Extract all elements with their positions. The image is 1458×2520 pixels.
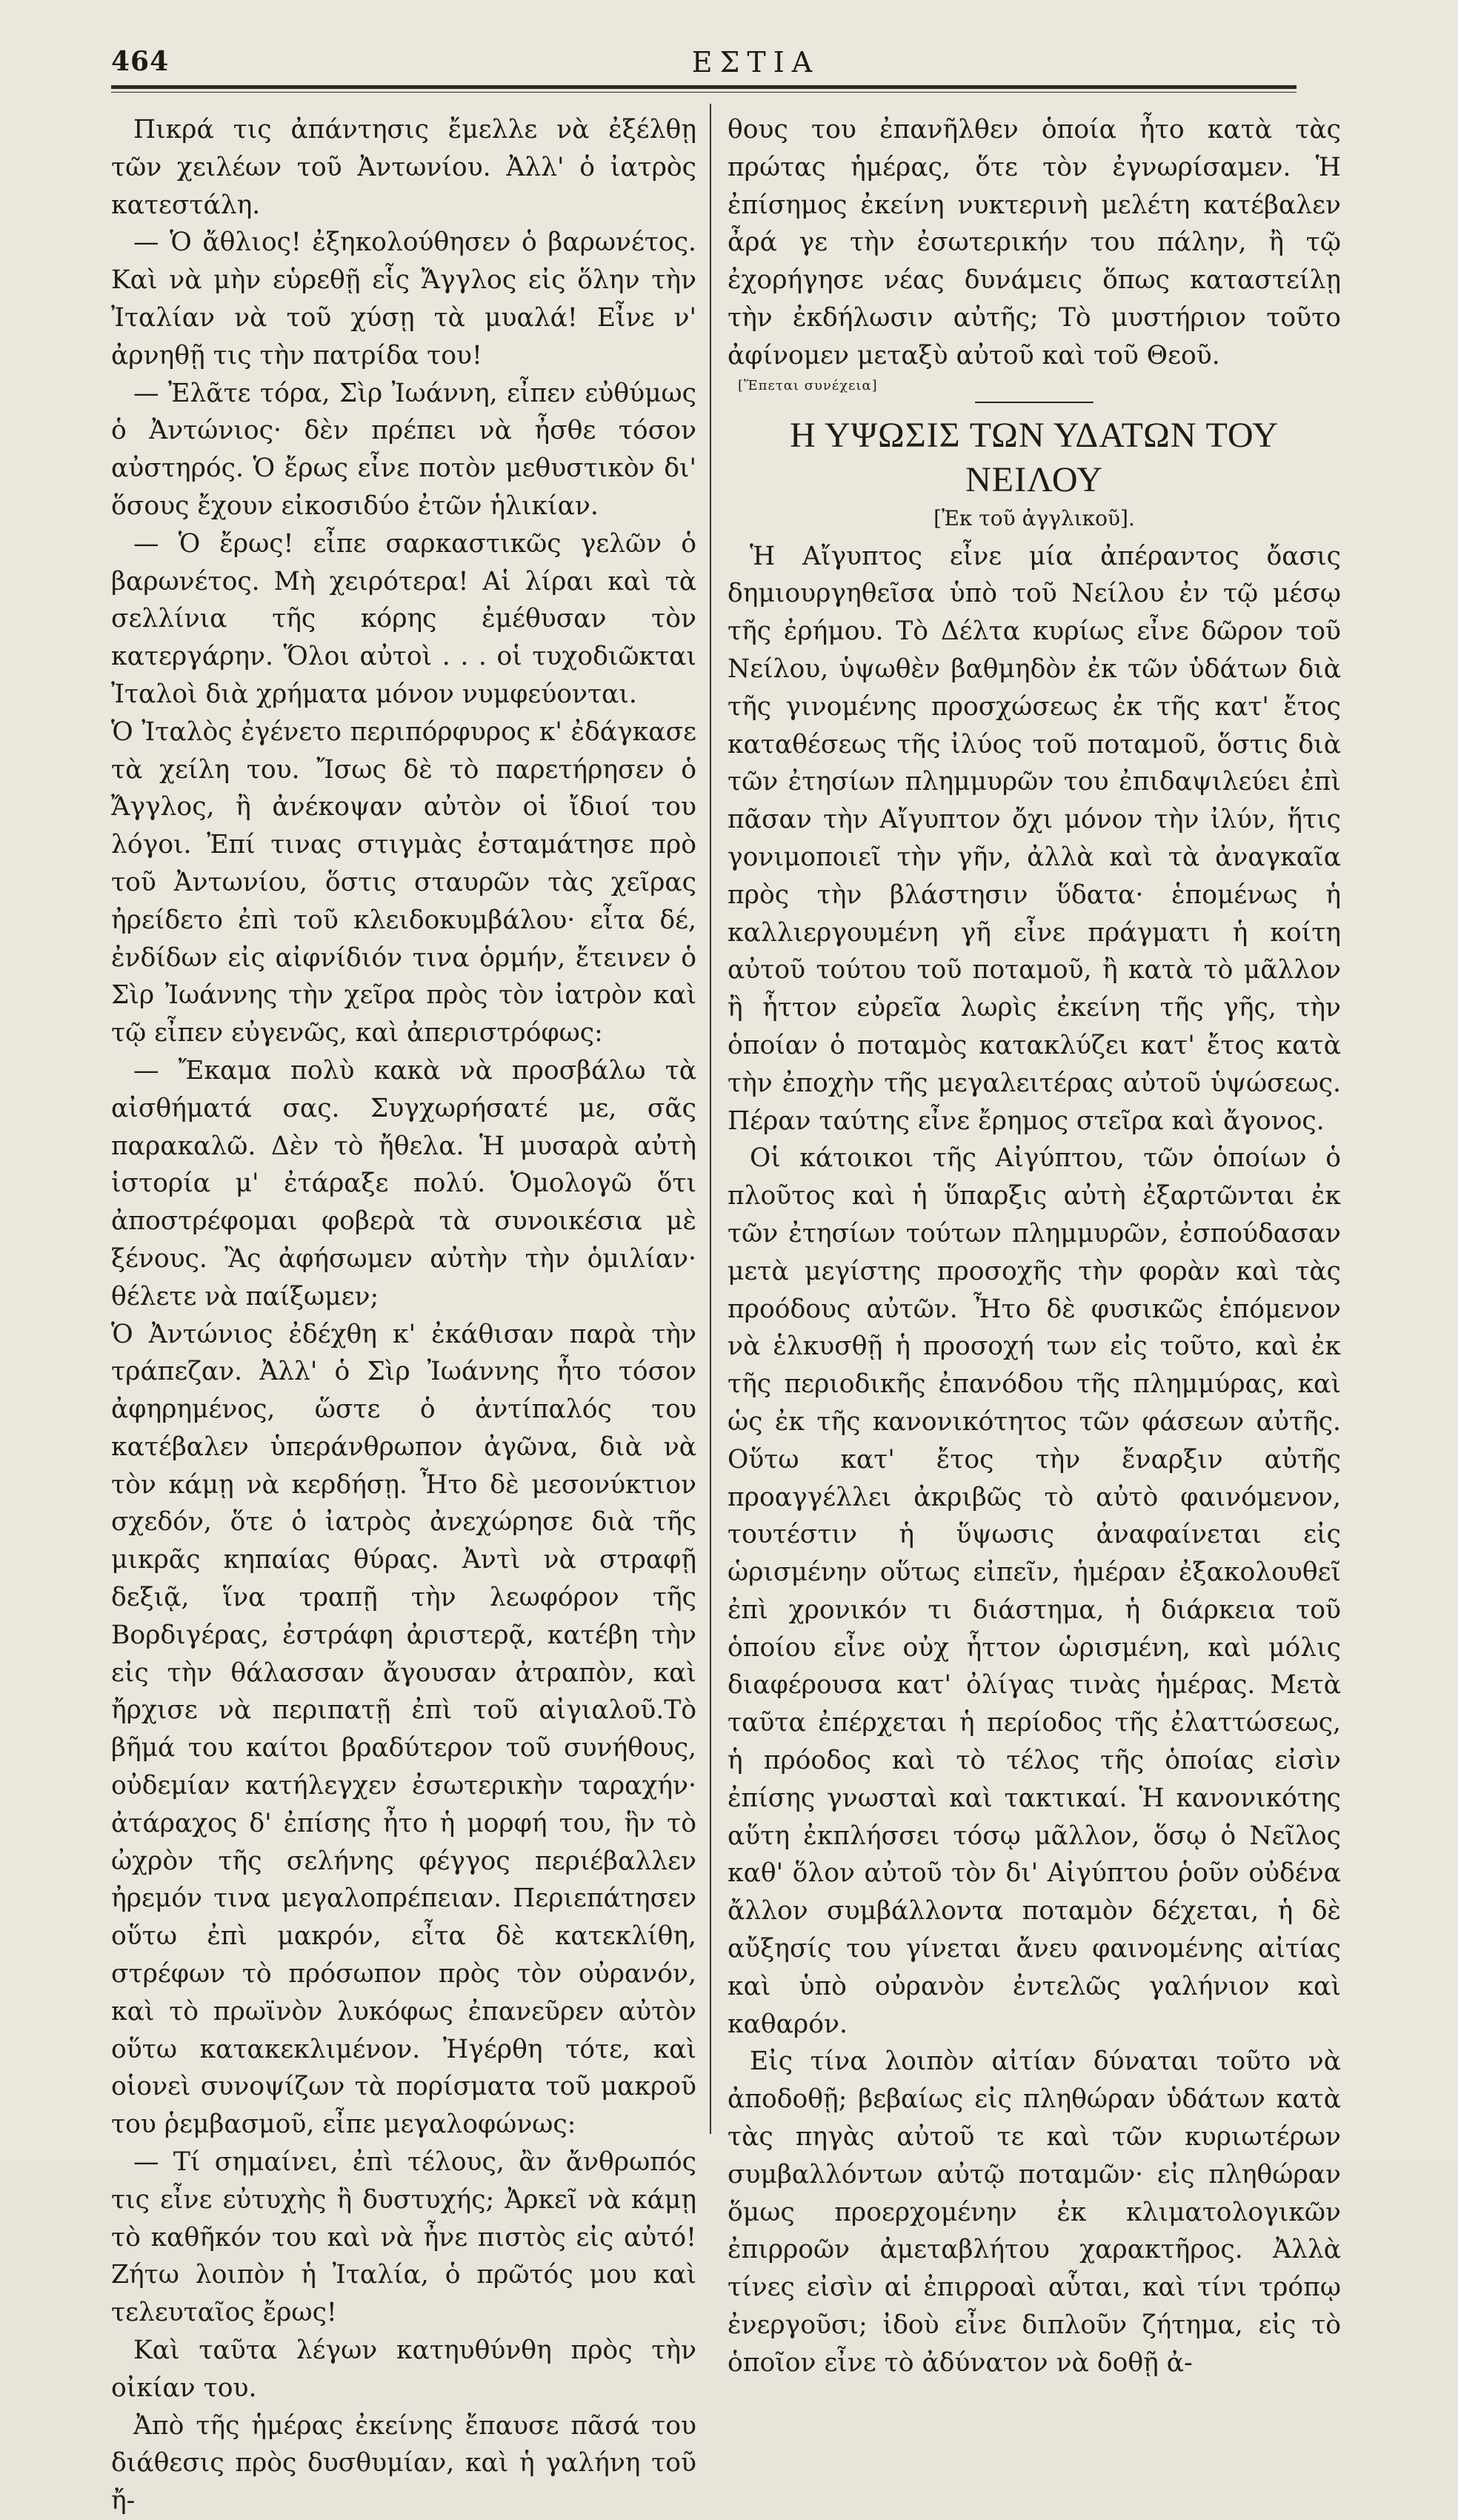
continuation-paragraph: θους του ἐπανῆλθεν ὁποία ἦτο κατὰ τὰς πρώτας ἡμέρας, ὅτε τὸν ἐγνωρίσαμεν. Ἡ ἐπίσημος ἐκείνη νυκτερινὴ μελέτη κατέβαλεν ἆρά γε τὴν ἐσωτερικήν του πάλην, ἢ τῷ ἐχορήγησε νέας δυνάμεις ὅπως καταστείλῃ τὴν ἐκδήλωσιν αὐτῆς; Τὸ μυστήριον τοῦτο ἀφίνομεν μεταξὺ αὐτοῦ καὶ τοῦ Θεοῦ. (728, 115, 1341, 370)
paragraph: — Ὁ ἄθλιος! ἐξηκολούθησεν ὁ βαρωνέτος. Καὶ νὰ μὴν εὑρεθῇ εἷς Ἄγγλος εἰς ὅλην τὴν Ἰταλίαν νὰ τοῦ χύσῃ τὰ μυαλά! Εἶνε ν' ἀρνηθῇ τις τὴν πατρίδα του! (111, 227, 696, 370)
article-source: [Ἐκ τοῦ ἀγγλικοῦ]. (933, 505, 1135, 531)
paragraph: Οἱ κάτοικοι τῆς Αἰγύπτου, τῶν ὁποίων ὁ πλοῦτος καὶ ἡ ὕπαρξις αὐτὴ ἐξαρτῶνται ἐκ τῶν ἐτησίων τούτων πλημμυρῶν, ἐσπούδασαν μετὰ μεγίστης προσοχῆς τὴν φορὰν καὶ τὰς προόδους αὐτῶν. Ἦτο δὲ φυσικῶς ἑπόμενον νὰ ἑλκυσθῇ ἡ προσοχή των εἰς τοῦτο, καὶ ἐκ τῆς περιοδικῆς ἐπανόδου τῆς πλημμύρας, καὶ ὡς ἐκ τῆς κανονικότητος τῶν φάσεων αὐτῆς. Οὕτω κατ' ἔτος τὴν ἔναρξιν αὐτῆς προαγγέλλει ἀκριβῶς τὸ αὐτὸ φαινόμενον, τουτέστιν ἡ ὕψωσις ἀναφαίνεται εἰς ὡρισμένην οὕτως εἰπεῖν, ἡμέραν ἐξακολουθεῖ ἐπὶ χρονικόν τι διάστημα, ἡ διάρκεια τοῦ ὁποίου εἶνε οὐχ ἧττον ὡρισμένη, καὶ μόλις διαφέρουσα κατ' ὀλίγας τινὰς ἡμέρας. Μετὰ ταῦτα ἐπέρχεται ἡ περίοδος τῆς ἐλαττώσεως, ἡ πρόοδος καὶ τὸ τέλος τῆς ὁποίας εἰσὶν ἐπίσης γνωσταὶ καὶ τακτικαί. Ἡ κανονικότης αὕτη ἐκπλήσσει τόσῳ μᾶλλον, ὅσῳ ὁ Νεῖλος καθ' ὅλον αὐτοῦ τὸν δι' Αἰγύπτου ῥοῦν οὐδένα ἄλλον συμβάλλοντα ποταμὸν δέχεται, ἡ δὲ αὔξησίς του γίνεται ἄνευ φαινομένης αἰτίας καὶ ὑπὸ οὐρανὸν ἐντελῶς γαλήνιον καὶ καθαρόν. (728, 1143, 1341, 2039)
paragraph: — Ὁ ἔρως! εἶπε σαρκαστικῶς γελῶν ὁ βαρωνέτος. Μὴ χειρότερα! Αἱ λίραι καὶ τὰ σελλίνια τῆς κόρης ἐμέθυσαν τὸν κατεργάρην. Ὅλοι αὐτοὶ . . . οἱ τυχοδιῶκται Ἰταλοὶ διὰ χρήματα μόνον νυμφεύονται. (111, 528, 696, 709)
paragraph: Ἡ Αἴγυπτος εἶνε μία ἀπέραντος ὄασις δημιουργηθεῖσα ὑπὸ τοῦ Νείλου ἐν τῷ μέσῳ τῆς ἐρήμου. Τὸ Δέλτα κυρίως εἶνε δῶρον τοῦ Νείλου, ὑψωθὲν βαθμηδὸν ἐκ τῶν ὑδάτων διὰ τῆς γινομένης προσχώσεως ἐκ τῆς κατ' ἔτος καταθέσεως τῆς ἰλύος τοῦ ποταμοῦ, ὅστις διὰ τῶν ἐτησίων πλημμυρῶν του ἐπιδαψιλεύει ἐπὶ πᾶσαν τὴν Αἴγυπτον ὄχι μόνον τὴν ἰλύν, ἥτις γονιμοποιεῖ τὴν γῆν, ἀλλὰ καὶ τὰ ἀναγκαῖα πρὸς τὴν βλάστησιν ὕδατα· ἑπομένως ἡ καλλιεργουμένη γῆ εἶνε πράγματι ἡ κοίτη αὐτοῦ τούτου τοῦ ποταμοῦ, ἢ κατὰ τὸ μᾶλλον ἢ ἧττον εὐρεῖα λωρὶς ἐκείνη τῆς γῆς, τὴν ὁποίαν ὁ ποταμὸς κατακλύζει κατ' ἔτος κατὰ τὴν ἐποχὴν τῆς μεγαλειτέρας αὐτοῦ ὑψώσεως. Πέραν ταύτης εἶνε ἔρημος στεῖρα καὶ ἄγονος. (728, 541, 1341, 1136)
header-rule (111, 85, 1296, 89)
paragraph: — Τί σημαίνει, ἐπὶ τέλους, ἂν ἄνθρωπός τις εἶνε εὐτυχὴς ἢ δυστυχής; Ἀρκεῖ νὰ κάμῃ τὸ καθῆκόν του καὶ νὰ ἦνε πιστὸς εἰς αὐτό! Ζήτω λοιπὸν ἡ Ἰταλία, ὁ πρῶτός μου καὶ τελευταῖος ἔρως! (111, 2147, 696, 2328)
page-header (111, 46, 1296, 90)
header-rule-thin (111, 92, 1296, 93)
paragraph: Εἰς τίνα λοιπὸν αἰτίαν δύναται τοῦτο νὰ ἀποδοθῇ; βεβαίως εἰς πληθώραν ὑδάτων κατὰ τὰς πηγὰς αὐτοῦ τε καὶ τῶν κυριωτέρων συμβαλλόντων αὐτῷ ποταμῶν· εἰς πληθώραν ὅμως προερχομένην ἐκ κλιματολογικῶν ἐπιρροῶν ἀμεταβλήτου χαρακτῆρος. Ἀλλὰ τίνες εἰσὶν αἱ ἐπιρροαὶ αὗται, καὶ τίνι τρόπῳ ἐνεργοῦσι; ἰδοὺ εἶνε διπλοῦν ζήτημα, εἰς τὸ ὁποῖον εἶνε τὸ ἀδύνατον νὰ δοθῇ ἀ- (728, 2047, 1341, 2378)
paragraph: Ἀπὸ τῆς ἡμέρας ἐκείνης ἔπαυσε πᾶσά του διάθεσις πρὸς δυσθυμίαν, καὶ ἡ γαλήνη τοῦ ἤ- (111, 2410, 696, 2516)
paragraph: Καὶ ταῦτα λέγων κατηυθύνθη πρὸς τὴν οἰκίαν του. (111, 2336, 696, 2403)
article-title: Η ΥΨΩΣΙΣ ΤΩΝ ΥΔΑΤΩΝ ΤΟΥ ΝΕΙΛΟΥ (790, 415, 1279, 499)
right-column (728, 111, 1341, 2382)
paragraph: Πικρά τις ἀπάντησις ἔμελλε νὰ ἐξέλθῃ τῶν χειλέων τοῦ Ἀντωνίου. Ἀλλ' ὁ ἰατρὸς κατεστάλη. (111, 115, 696, 220)
continued-note: [Ἕπεται συνέχεια] (738, 377, 878, 393)
paragraph: Ὁ Ἀντώνιος ἐδέχθη κ' ἐκάθισαν παρὰ τὴν τράπεζαν. Ἀλλ' ὁ Σὶρ Ἰωάννης ἦτο τόσον ἀφηρημένος, ὥστε ὁ ἀντίπαλός του κατέβαλεν ὑπεράνθρωπον ἀγῶνα, διὰ νὰ τὸν κάμῃ νὰ κερδήσῃ. Ἦτο δὲ μεσονύκτιον σχεδόν, ὅτε ὁ ἰατρὸς ἀνεχώρησε διὰ τῆς μικρᾶς κηπαίας θύρας. Ἀντὶ νὰ στραφῇ δεξιᾷ, ἵνα τραπῇ τὴν λεωφόρον τῆς Βορδιγέρας, ἐστράφη ἀριστερᾷ, κατέβη τὴν εἰς τὴν θάλασσαν ἄγουσαν ἀτραπὸν, καὶ ἤρχισε νὰ περιπατῇ ἐπὶ τοῦ αἰγιαλοῦ.Τὸ βῆμά του καίτοι βραδύτερον τοῦ συνήθους, οὐδεμίαν κατήλεγχεν ἐσωτερικὴν ταραχήν· ἀτάραχος δ' ἐπίσης ἦτο ἡ μορφή του, ἣν τὸ ὠχρὸν τῆς σελήνης φέγγος περιέβαλλεν ἠρεμόν τινα μεγαλοπρέπειαν. Περιεπάτησεν οὕτω ἐπὶ μακρόν, εἶτα δὲ κατεκλίθη, στρέφων τὸ πρόσωπον πρὸς τὸν οὐρανόν, καὶ τὸ πρωϊνὸν λυκόφως ἐπανεῦρεν αὐτὸν οὕτω κατακεκλιμένον. Ἠγέρθη τότε, καὶ οἱονεὶ συνοψίζων τὰ πορίσματα τοῦ μακροῦ του ῥεμβασμοῦ, εἶπε μεγαλοφώνως: (111, 1319, 696, 2140)
section-rule (975, 402, 1094, 403)
paragraph: — Ἔκαμα πολὺ κακὰ νὰ προσβάλω τὰ αἰσθήματά σας. Συγχωρήσατέ με, σᾶς παρακαλῶ. Δὲν τὸ ἤθελα. Ἡ μυσαρὰ αὐτὴ ἱστορία μ' ἐτάραξε πολύ. Ὁμολογῶ ὅτι ἀποστρέφομαι φοβερὰ τὰ συνοικέσια μὲ ξένους. Ἂς ἀφήσωμεν αὐτὴν τὴν ὁμιλίαν· θέλετε νὰ παίξωμεν; (111, 1055, 696, 1311)
paragraph: — Ἐλᾶτε τόρα, Σὶρ Ἰωάννη, εἶπεν εὐθύμως ὁ Ἀντώνιος· δὲν πρέπει νὰ ἦσθε τόσον αὐστηρός. Ὁ ἔρως εἶνε ποτὸν μεθυστικὸν δι' ὅσους ἔχουν εἰκοσιδύο ἐτῶν ἡλικίαν. (111, 378, 696, 521)
page-number: 464 (111, 46, 170, 77)
running-title: ΕΣΤΙΑ (691, 46, 820, 79)
column-divider (710, 104, 711, 2134)
paragraph: Ὁ Ἰταλὸς ἐγένετο περιπόρφυρος κ' ἐδάγκασε τὰ χείλη του. Ἴσως δὲ τὸ παρετήρησεν ὁ Ἄγγλος, ἢ ἀνέκοψαν αὐτὸν οἱ ἴδιοί του λόγοι. Ἐπί τινας στιγμὰς ἐσταμάτησε πρὸ τοῦ Ἀντωνίου, ὅστις σταυρῶν τὰς χεῖρας ἠρείδετο ἐπὶ τοῦ κλειδοκυμβάλου· εἶτα δέ, ἐνδίδων εἰς αἰφνίδιόν τινα ὁρμήν, ἔτεινεν ὁ Σὶρ Ἰωάννης τὴν χεῖρα πρὸς τὸν ἰατρὸν καὶ τῷ εἶπεν εὐγενῶς, καὶ ἀπεριστρόφως: (111, 717, 696, 1048)
left-column (111, 111, 696, 2520)
